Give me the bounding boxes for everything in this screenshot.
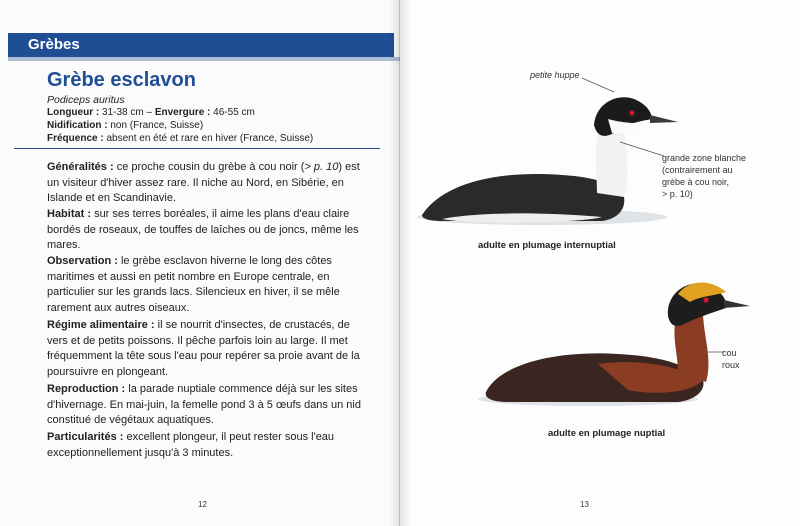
- length-label: Longueur :: [47, 107, 100, 118]
- frequency-label: Fréquence :: [47, 133, 104, 144]
- nesting-row: [47, 120, 203, 131]
- length-value: 31-38 cm: [102, 107, 144, 118]
- general-paragraph: [47, 160, 365, 207]
- nesting-value: non (France, Suisse): [110, 120, 204, 131]
- winter-grebe-illustration: [412, 85, 702, 235]
- general-ref: > p. 10: [304, 161, 339, 173]
- leader-white: [618, 140, 668, 160]
- diet-text: il se nourrit d'insectes, de crustacés, de vers et de petits poissons. Il pêche parfois loin au large. Il met fréquemment la tête sous l'eau pour repérer sa proie avant de la poursuivre en plongeant.: [47, 319, 360, 378]
- section-title: Grèbes: [28, 36, 80, 53]
- winter-bill: [650, 115, 678, 123]
- reproduction-label: Reproduction :: [47, 383, 126, 395]
- band-stripe: [8, 57, 400, 61]
- habitat-text: sur ses terres boréales, il aime les plans d'eau claire bordés de roseaux, de touffes de laîches ou de joncs, même les mares.: [47, 208, 359, 251]
- wingspan-value: 46-55 cm: [213, 107, 255, 118]
- label-crest: petite huppe: [530, 70, 580, 80]
- observation-text: le grèbe esclavon hiverne le long des côtes maritimes et aussi en petit nombre en Europe centrale, en particulier sur les grands lacs. Silencieux en hiver, il se mêle rarement aux autres oiseaux.: [47, 255, 340, 314]
- label-white-4: > p. 10): [662, 189, 693, 199]
- frequency-row: [47, 133, 313, 144]
- label-white-1: grande zone blanche: [662, 153, 747, 163]
- length-row: Longueur : 31-38 cm – Envergure : 46-55 cm: [47, 107, 255, 118]
- nesting-label: Nidification :: [47, 120, 108, 131]
- observation-paragraph: [47, 254, 365, 316]
- particular-label: Particularités :: [47, 431, 124, 443]
- habitat-label: Habitat :: [47, 208, 91, 220]
- label-white-2: (contrairement au: [662, 165, 733, 175]
- page-number-right: 13: [580, 500, 589, 509]
- general-text-1: ce proche cousin du grèbe à cou noir (: [116, 161, 305, 173]
- label-neck-2: roux: [722, 360, 740, 370]
- caption-winter: adulte en plumage internuptial: [478, 240, 616, 251]
- particular-text: excellent plongeur, il peut rester sous l'eau exceptionnellement jusqu'à 3 minutes.: [47, 431, 335, 459]
- diet-paragraph: [47, 318, 365, 380]
- caption-breeding: adulte en plumage nuptial: [548, 428, 666, 439]
- frequency-value: absent en été et rare en hiver (France, Suisse): [106, 133, 314, 144]
- label-neck-1: cou: [722, 348, 737, 358]
- wingspan-label: Envergure :: [154, 107, 211, 118]
- general-label: Généralités :: [47, 161, 114, 173]
- reproduction-text: la parade nuptiale commence déjà sur les sites d'hivernage. En mai-juin, la femelle pond 3 à 5 œufs dans un nid constitué de végétaux aquatiques.: [47, 383, 361, 426]
- breeding-bill: [724, 300, 750, 308]
- label-white-3: grèbe à cou noir,: [662, 177, 730, 187]
- latin-name: Podiceps auritus: [47, 94, 125, 106]
- observation-label: Observation :: [47, 255, 118, 267]
- breeding-eye: [703, 297, 708, 302]
- divider: [14, 148, 380, 149]
- general-text-2: ) est un visiteur d'hiver assez rare. Il niche au Nord, en Sibérie, en Islande et en Scandinavie.: [47, 161, 360, 204]
- page-number-left: 12: [198, 500, 207, 509]
- right-page: [400, 0, 800, 526]
- winter-eye: [630, 111, 635, 116]
- reproduction-paragraph: [47, 382, 365, 429]
- habitat-paragraph: [47, 207, 365, 254]
- particular-paragraph: [47, 430, 365, 461]
- species-name: Grèbe esclavon: [47, 69, 196, 91]
- diet-label: Régime alimentaire :: [47, 319, 155, 331]
- leader-crest: [580, 76, 620, 96]
